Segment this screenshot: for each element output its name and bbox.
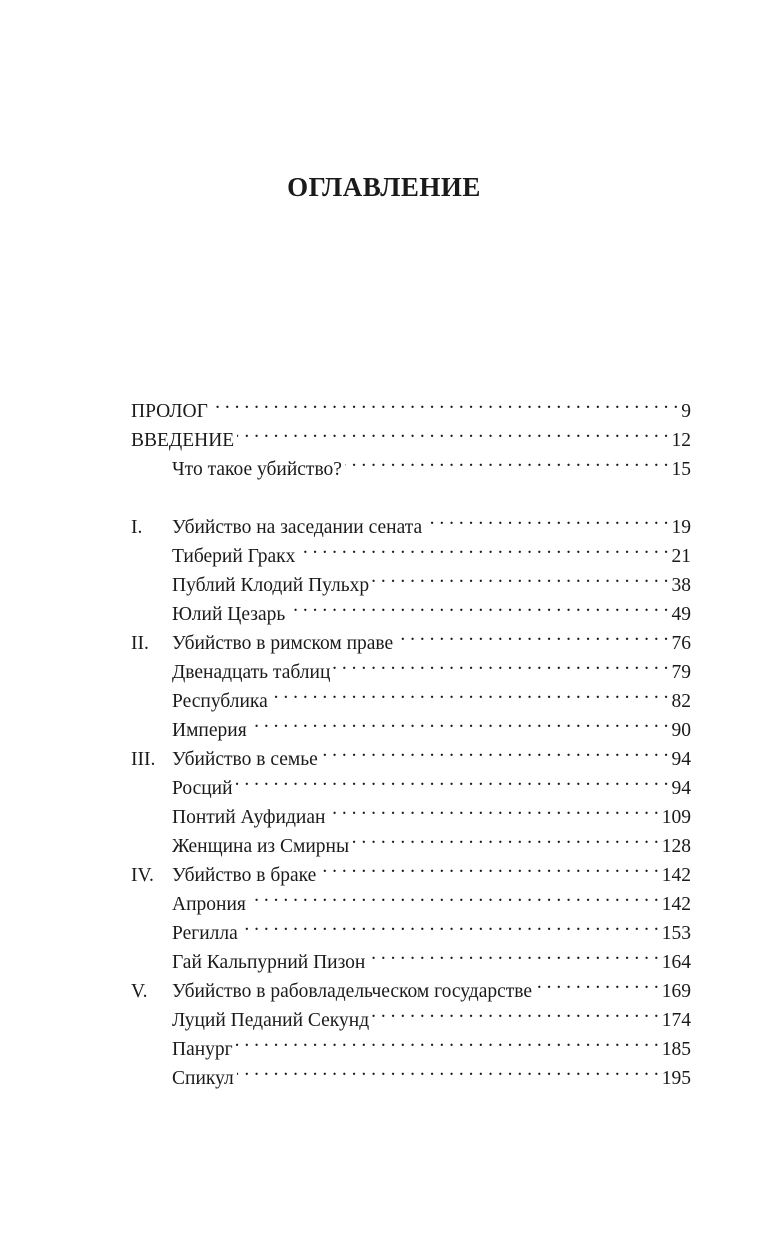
- toc-entry-page: 109: [661, 807, 691, 828]
- toc-entry-title: Империя: [172, 720, 247, 741]
- toc-entry-page: 94: [671, 778, 691, 799]
- toc-entry-page: 9: [681, 401, 691, 422]
- toc-entry-title: Двенадцать таблиц: [172, 662, 331, 683]
- toc-entry-page: 142: [661, 865, 691, 886]
- toc-entry-title: Панург: [172, 1039, 233, 1060]
- toc-entry-page: 90: [671, 720, 691, 741]
- toc-entry-page: 49: [671, 604, 691, 625]
- toc-entry-title: Тиберий Гракх: [172, 546, 296, 567]
- leader-dots: [236, 1026, 659, 1055]
- leader-dots: [241, 910, 659, 939]
- leader-dots: [333, 649, 668, 678]
- toc-chapter[interactable]: [131, 504, 691, 538]
- leader-dots: [236, 765, 669, 794]
- toc-entry-page: 142: [661, 894, 691, 915]
- leader-dots: [319, 852, 658, 881]
- toc-entry-title: Убийство в рабовладельческом государстве: [172, 981, 533, 1002]
- toc-entry-page: 153: [661, 923, 691, 944]
- toc-entry-title: Регилла: [172, 923, 238, 944]
- toc-entry-title: Убийство в браке: [172, 865, 317, 886]
- leader-dots: [535, 968, 659, 997]
- toc-entry-title: Убийство в римском праве: [172, 633, 394, 654]
- toc-entry-title: Убийство в семье: [172, 749, 318, 770]
- leader-dots: [237, 417, 668, 446]
- toc-entry-page: 21: [671, 546, 691, 567]
- toc-entry-page: 12: [671, 430, 691, 451]
- toc-entry-title: ВВЕДЕНИЕ: [131, 430, 235, 451]
- toc-entry-page: 19: [671, 517, 691, 538]
- toc-entry-page: 169: [661, 981, 691, 1002]
- toc-entry-title: Республика: [172, 691, 268, 712]
- toc-entry-page: 79: [671, 662, 691, 683]
- leader-dots: [345, 446, 669, 475]
- chapter-number: I.: [131, 517, 143, 538]
- toc-entry-title: Что такое убийство?: [172, 459, 342, 480]
- chapter-number: V.: [131, 981, 148, 1002]
- toc-entry-page: 82: [671, 691, 691, 712]
- toc-entry-title: Спикул: [172, 1068, 234, 1089]
- toc-entry-page: 15: [671, 459, 691, 480]
- toc-entry-title: Росций: [172, 778, 233, 799]
- toc-entry[interactable]: [131, 417, 691, 451]
- leader-dots: [211, 388, 678, 417]
- toc-entry-title: Гай Кальпурний Пизон: [172, 952, 366, 973]
- toc-entry-title: Публий Клодий Пульхр: [172, 575, 370, 596]
- toc-entry-page: 94: [671, 749, 691, 770]
- leader-dots: [396, 620, 668, 649]
- leader-dots: [288, 591, 668, 620]
- leader-dots: [328, 794, 658, 823]
- toc-entry-page: 185: [661, 1039, 691, 1060]
- toc-entry-title: Убийство на заседании сената: [172, 517, 423, 538]
- leader-dots: [237, 1055, 659, 1084]
- toc-entry-page: 76: [671, 633, 691, 654]
- toc-entry-title: Понтий Ауфидиан: [172, 807, 326, 828]
- toc-entry-page: 128: [661, 836, 691, 857]
- leader-dots: [372, 997, 659, 1026]
- leader-dots: [249, 881, 659, 910]
- leader-dots: [321, 736, 669, 765]
- page-title: ОГЛАВЛЕНИЕ: [287, 172, 481, 202]
- leader-dots: [352, 823, 659, 852]
- toc-entry[interactable]: [131, 388, 691, 422]
- leader-dots: [425, 504, 668, 533]
- toc-entry-page: 164: [661, 952, 691, 973]
- toc-entry-title: Луций Педаний Секунд: [172, 1010, 370, 1031]
- toc-entry-page: 195: [661, 1068, 691, 1089]
- toc-entry-title: Женщина из Смирны: [172, 836, 350, 857]
- table-of-contents: [131, 388, 691, 1089]
- toc-entry-page: 38: [671, 575, 691, 596]
- leader-dots: [271, 678, 669, 707]
- toc-entry-title: Апрония: [172, 894, 246, 915]
- leader-dots: [372, 562, 668, 591]
- toc-entry-title: ПРОЛОГ: [131, 401, 208, 422]
- chapter-number: III.: [131, 749, 156, 770]
- chapter-number: II.: [131, 633, 149, 654]
- leader-dots: [250, 707, 669, 736]
- toc-entry-page: 174: [661, 1010, 691, 1031]
- leader-dots: [298, 533, 668, 562]
- chapter-number: IV.: [131, 865, 154, 886]
- toc-entry-title: Юлий Цезарь: [172, 604, 286, 625]
- leader-dots: [368, 939, 658, 968]
